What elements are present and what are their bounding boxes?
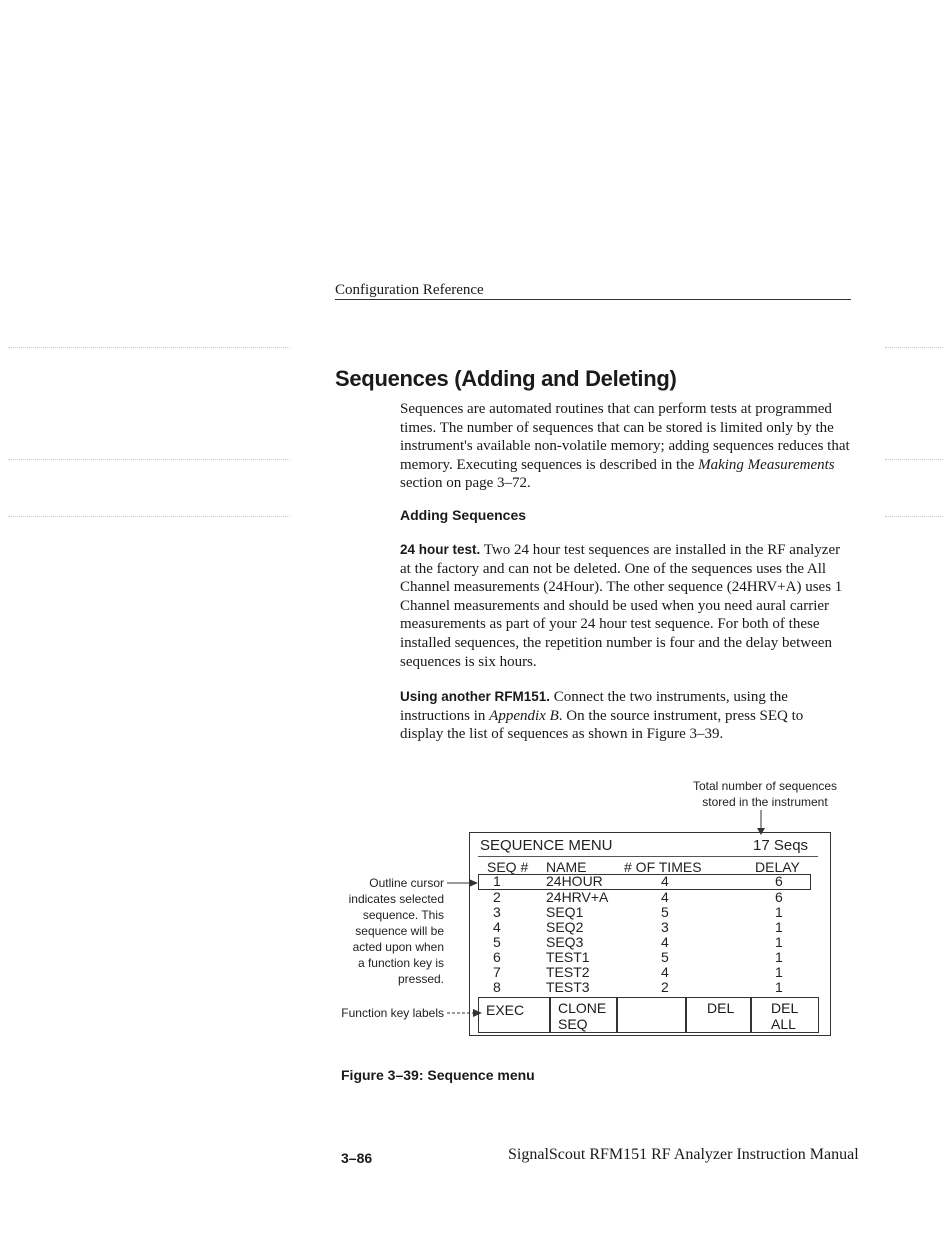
row-8-times: 2 (661, 979, 669, 995)
callout-total-line-1: Total number of sequences (692, 779, 838, 793)
row-1-name: 24HOUR (546, 873, 603, 889)
margin-dots-right-2 (885, 459, 943, 460)
row-1-delay: 6 (775, 873, 783, 889)
callout-cursor-line-4: sequence will be (355, 924, 444, 938)
blank-key[interactable] (616, 997, 687, 1033)
title-rule (478, 856, 818, 857)
callout-cursor-line-7: pressed. (397, 972, 444, 986)
intro-text-after: section on page 3–72. (400, 475, 531, 492)
manual-title: SignalScout RFM151 RF Analyzer Instruction Manual (508, 1146, 859, 1163)
column-header-times: # OF TIMES (624, 859, 702, 875)
p2-italic-ref: Appendix B (489, 707, 559, 724)
row-4-delay: 1 (775, 919, 783, 935)
del-all-key-label-2: ALL (771, 1016, 796, 1032)
paragraph-using-another (400, 688, 850, 744)
del-all-key[interactable] (750, 997, 819, 1033)
row-6-name: TEST1 (546, 949, 590, 965)
header-rule (335, 299, 851, 300)
callout-outline-cursor (300, 875, 444, 987)
row-6-times: 5 (661, 949, 669, 965)
callout-cursor-line-1: Outline cursor (369, 876, 444, 890)
clone-seq-key[interactable] (549, 997, 618, 1033)
callout-cursor-line-3: sequence. This (362, 908, 444, 922)
row-6-delay: 1 (775, 949, 783, 965)
paragraph-24-hour-test (400, 541, 850, 671)
sequence-menu-screen (469, 832, 831, 1036)
p2-text-before: Connect the two instruments, using the instructions in (400, 689, 788, 724)
row-3-seq: 3 (493, 904, 501, 920)
row-7-seq: 7 (493, 964, 501, 980)
margin-dots-right-3 (885, 516, 943, 517)
row-5-times: 4 (661, 934, 669, 950)
clone-key-label-1: CLONE (558, 1000, 607, 1016)
callout-total-line-2: stored in the instrument (702, 795, 828, 809)
figure-caption: Figure 3–39: Sequence menu (341, 1067, 535, 1083)
row-8-seq: 8 (493, 979, 501, 995)
callout-total-sequences (640, 778, 890, 810)
column-header-name: NAME (546, 859, 587, 875)
row-3-times: 5 (661, 904, 669, 920)
clone-key-label-2: SEQ (558, 1016, 588, 1032)
callout-cursor-line-2: indicates selected (348, 892, 444, 906)
exec-key[interactable] (478, 997, 551, 1033)
row-4-name: SEQ2 (546, 919, 584, 935)
runin-using-another: Using another RFM151. (400, 689, 551, 704)
sequence-count: 17 Seqs (753, 837, 809, 854)
intro-italic-ref: Making Measurements (698, 456, 835, 473)
row-3-name: SEQ1 (546, 904, 584, 920)
exec-key-label: EXEC (486, 1002, 525, 1018)
row-2-seq: 2 (493, 889, 501, 905)
runin-24-hour-test: 24 hour test. (400, 542, 481, 557)
row-4-seq: 4 (493, 919, 501, 935)
del-key[interactable] (685, 997, 752, 1033)
section-title: Sequences (Adding and Deleting) (335, 366, 677, 391)
p1-text: Two 24 hour test sequences are installed in the RF analyzer at the factory and can not be deleted. One of the sequences uses the All Channel measurements (24Hour). The other sequence (24HRV+A) uses 1 Channel measurements and should be used when you need aural carrier measurements as part of your 24 hour test sequence. For both of these installed sequences, the repetition number is four and the delay between sequences is six hours. (400, 542, 843, 670)
p2-text-after: . On the source instrument, press SEQ to display the list of sequences as shown in Figure 3–39. (400, 707, 804, 743)
column-header-delay: DELAY (755, 859, 800, 875)
page-number: 3–86 (341, 1150, 373, 1166)
row-7-delay: 1 (775, 964, 783, 980)
row-1-seq: 1 (493, 873, 501, 889)
row-4-times: 3 (661, 919, 669, 935)
row-8-name: TEST3 (546, 979, 590, 995)
row-8-delay: 1 (775, 979, 783, 995)
intro-text-before: Sequences are automated routines that can perform tests at programmed times. The number of sequences that can be stored is limited only by the instrument's available non-volatile memory; adding sequences reduces that memory. Executing sequences is described in the (400, 401, 850, 473)
row-5-name: SEQ3 (546, 934, 584, 950)
row-3-delay: 1 (775, 904, 783, 920)
column-header-seq: SEQ # (487, 859, 529, 875)
row-2-name: 24HRV+A (546, 889, 609, 905)
callout-function-keys: Function key labels (341, 1006, 444, 1020)
outline-cursor[interactable] (478, 874, 811, 890)
row-7-times: 4 (661, 964, 669, 980)
row-1-times: 4 (661, 873, 669, 889)
del-all-key-label-1: DEL (771, 1000, 799, 1016)
del-key-label: DEL (707, 1000, 735, 1016)
running-head: Configuration Reference (335, 282, 484, 298)
row-6-seq: 6 (493, 949, 501, 965)
row-5-seq: 5 (493, 934, 501, 950)
menu-title: SEQUENCE MENU (480, 837, 613, 854)
row-2-delay: 6 (775, 889, 783, 905)
row-7-name: TEST2 (546, 964, 590, 980)
margin-dots-left-1 (8, 347, 290, 348)
adding-sequences-heading: Adding Sequences (400, 507, 527, 523)
row-5-delay: 1 (775, 934, 783, 950)
intro-paragraph (400, 400, 850, 493)
row-2-times: 4 (661, 889, 669, 905)
callout-cursor-line-5: acted upon when (352, 940, 444, 954)
callout-cursor-line-6: a function key is (357, 956, 444, 970)
margin-dots-right-1 (885, 347, 943, 348)
margin-dots-left-2 (8, 459, 290, 460)
margin-dots-left-3 (8, 516, 290, 517)
